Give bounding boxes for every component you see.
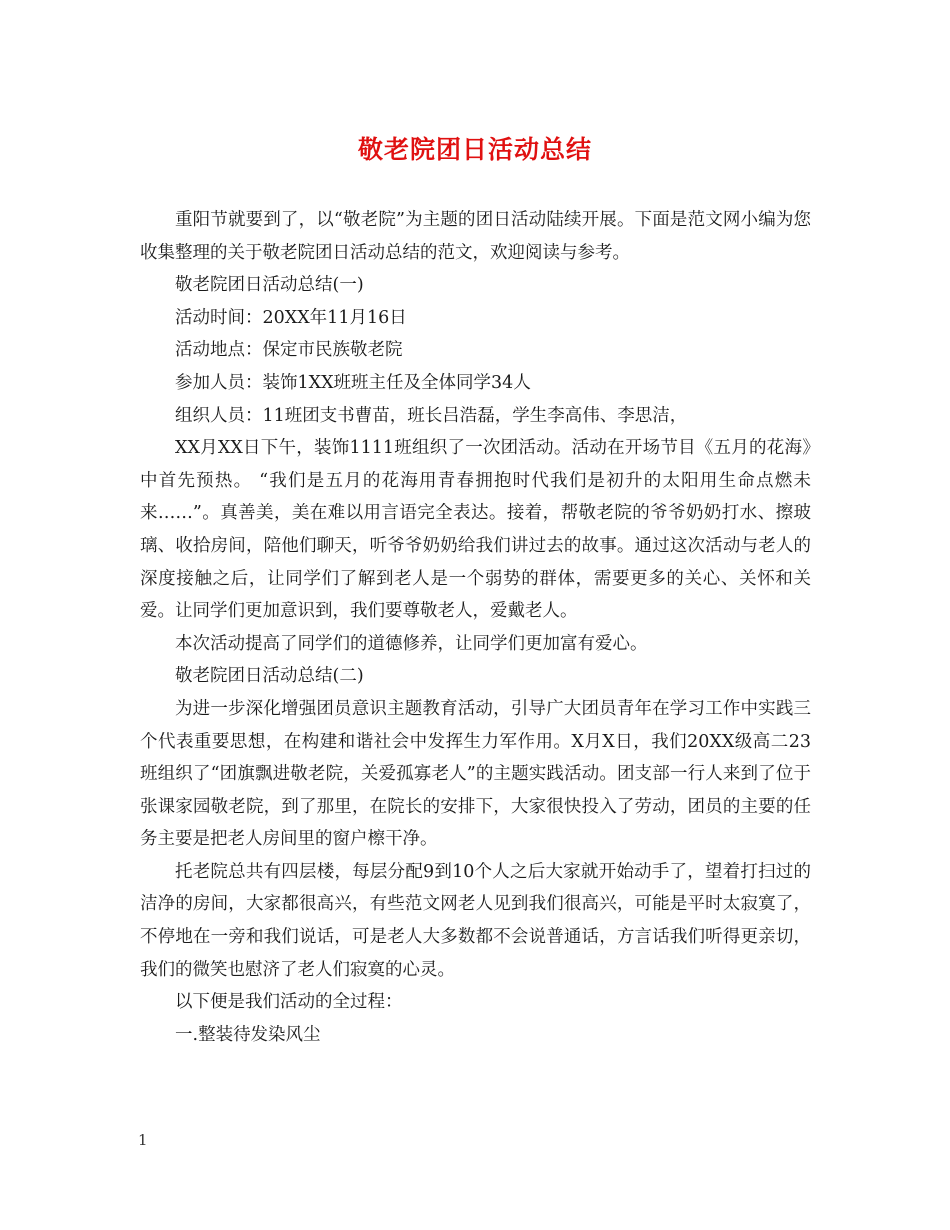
page-number: 1	[138, 1131, 148, 1149]
paragraph-intro: 重阳节就要到了，以“敬老院”为主题的团日活动陆续开展。下面是范文网小编为您收集整理的关于敬老院团日活动总结的范文，欢迎阅读与参考。	[140, 210, 811, 263]
list-item-1: 一.整装待发染风尘	[175, 1024, 321, 1045]
organizers: 组织人员：11班团支书曹苗，班长吕浩磊，学生李高伟、李思洁，	[175, 405, 688, 426]
document-title: 敬老院团日活动总结	[357, 135, 592, 164]
paragraph-process-intro: 以下便是我们活动的全过程：	[175, 992, 403, 1013]
activity-time: 活动时间：20XX年11月16日	[175, 307, 407, 328]
paragraph-summary: 本次活动提高了同学们的道德修养，让同学们更加富有爱心。	[175, 633, 648, 654]
section-heading-2: 敬老院团日活动总结(二)	[175, 666, 364, 687]
paragraph-purpose: 为进一步深化增强团员意识主题教育活动，引导广大团员青年在学习工作中实践三个代表重要思想，在构建和谐社会中发挥生力军作用。X月X日，我们20XX级高二23班组织了“团旗飘进敬老院，关爱孤寡老人”的主题实践活动。团支部一行人来到了位于张课家园敬老院，到了那里，在院长的安排下，大家很快投入了劳动，团员的主要的任务主要是把老人房间里的窗户檫干净。	[140, 698, 811, 850]
participants: 参加人员：装饰1XX班班主任及全体同学34人	[175, 372, 531, 393]
document-body	[140, 204, 811, 1051]
paragraph-work: 托老院总共有四层楼，每层分配9到10个人之后大家就开始动手了，望着打扫过的洁净的房间，大家都很高兴，有些范文网老人见到我们很高兴，可能是平时太寂寞了，不停地在一旁和我们说话，可是老人大多数都不会说普通话，方言话我们听得更亲切，我们的微笑也慰济了老人们寂寞的心灵。	[140, 861, 811, 980]
paragraph-activity-description: XX月XX日下午，装饰1111班组织了一次团活动。活动在开场节目《五月的花海》中首先预热。 “我们是五月的花海用青春拥抱时代我们是初升的太阳用生命点燃未来……”。真善美，美在难以用言语完全表达。接着，帮敬老院的爷爷奶奶打水、擦玻璃、收拾房间，陪他们聊天，听爷爷奶奶给我们讲过去的故事。通过这次活动与老人的深度接触之后，让同学们了解到老人是一个弱势的群体，需要更多的关心、关怀和关爱。让同学们更加意识到，我们要尊敬老人，爱戴老人。	[140, 438, 811, 622]
activity-location: 活动地点：保定市民族敬老院	[175, 340, 403, 361]
section-heading-1: 敬老院团日活动总结(一)	[175, 275, 364, 296]
